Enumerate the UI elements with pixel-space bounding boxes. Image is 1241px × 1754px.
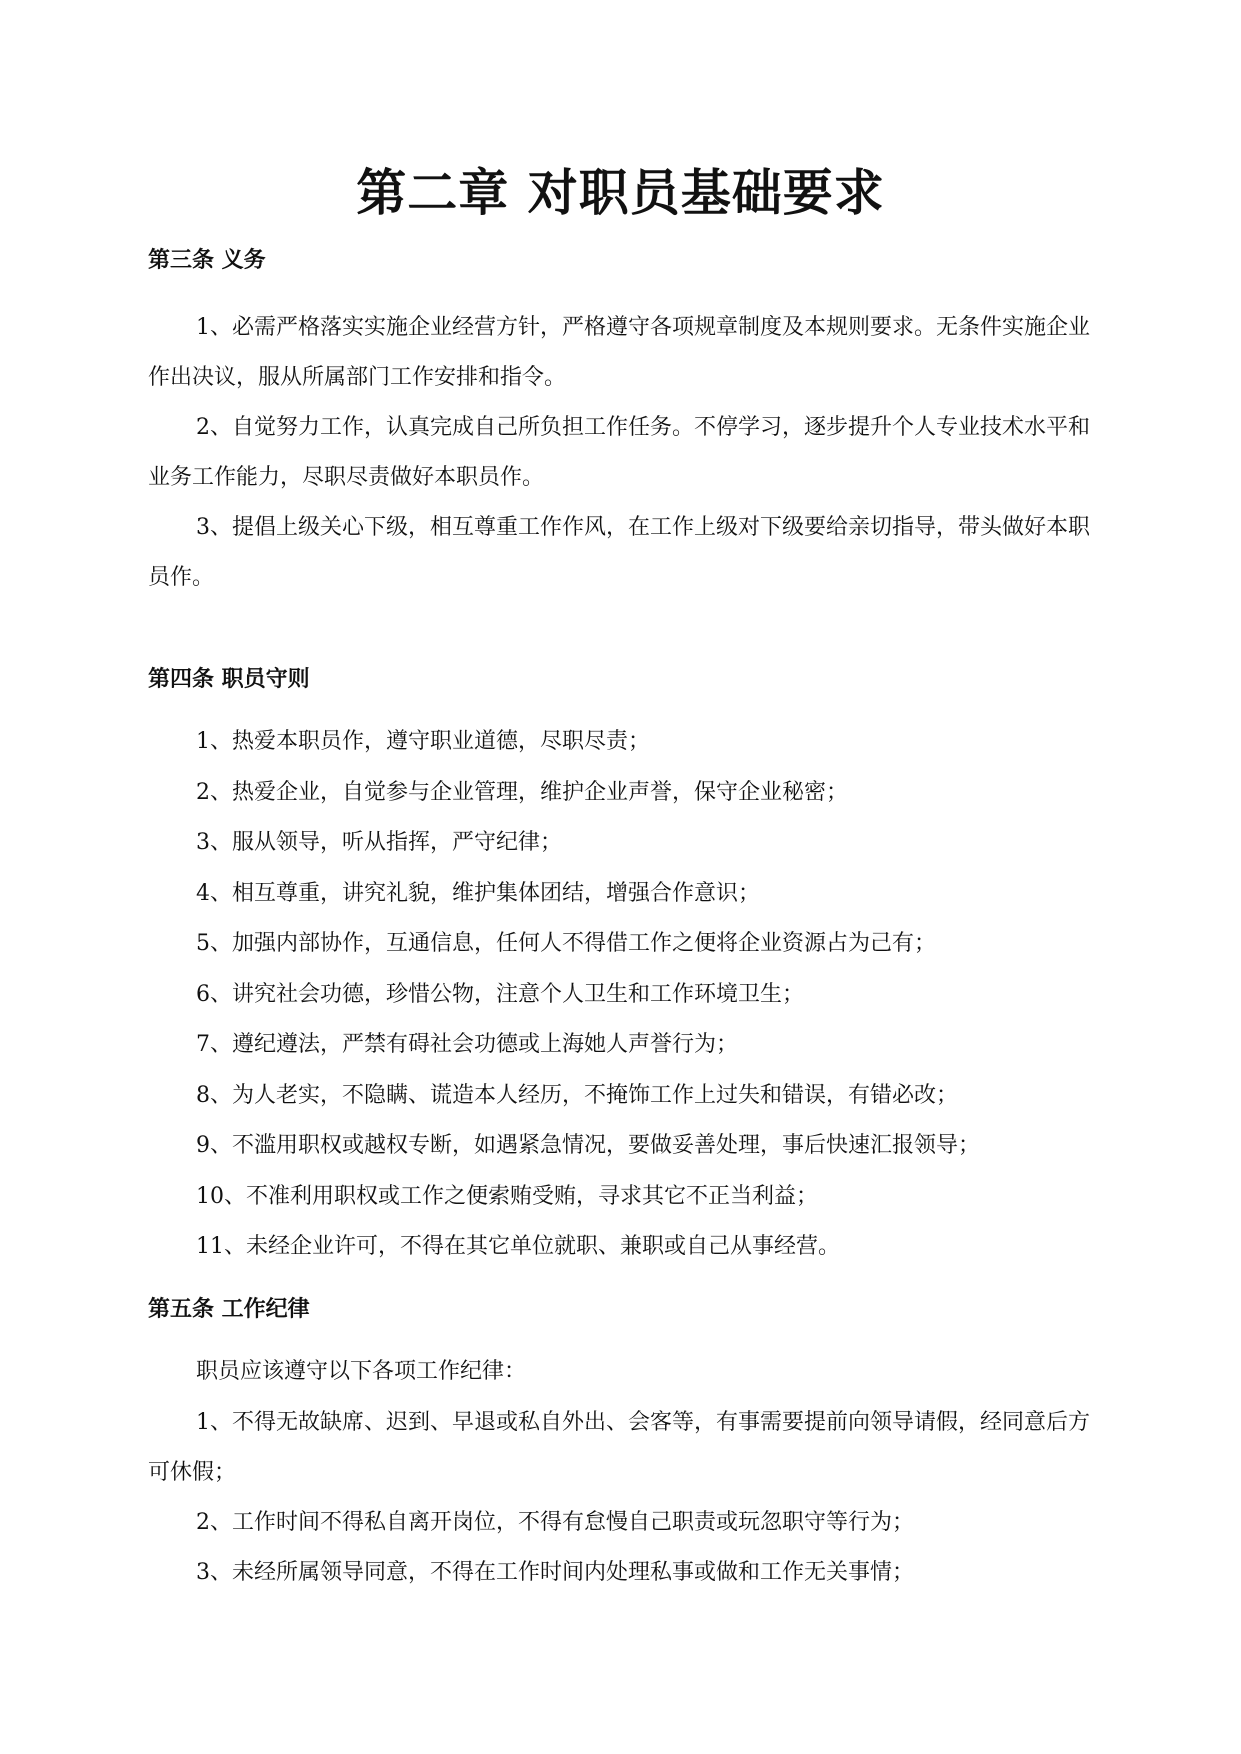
article-5-intro: 职员应该遵守以下各项工作纪律： bbox=[196, 1359, 527, 1384]
article-4-item: 4、相互尊重，讲究礼貌，维护集体团结，增强合作意识； bbox=[196, 880, 760, 906]
article-5-body bbox=[148, 1347, 1098, 1599]
article-3-section bbox=[148, 246, 1098, 603]
article-4-item: 9、不滥用职权或越权专断，如遇紧急情况，要做妥善处理，事后快速汇报领导； bbox=[196, 1133, 980, 1158]
article-5-item: 2、工作时间不得私自离开岗位，不得有怠慢自己职责或玩忽职守等行为； bbox=[196, 1509, 914, 1535]
article-3-body bbox=[148, 303, 1098, 603]
article-4-item: 10、不准利用职权或工作之便索贿受贿，寻求其它不正当利益； bbox=[196, 1183, 818, 1209]
article-4-item: 3、服从领导，听从指挥，严守纪律； bbox=[196, 830, 562, 855]
article-4-item: 8、为人老实，不隐瞒、谎造本人经历，不掩饰工作上过失和错误，有错必改； bbox=[196, 1082, 958, 1108]
article-4-item: 7、遵纪遵法，严禁有碍社会功德或上海她人声誉行为； bbox=[196, 1032, 738, 1057]
article-4-heading: 第四条 职员守则 bbox=[148, 667, 310, 692]
article-4-item: 11、未经企业许可，不得在其它单位就职、兼职或自己从事经营。 bbox=[196, 1234, 840, 1259]
article-4-body bbox=[148, 717, 1098, 1273]
article-3-heading: 第三条 义务 bbox=[148, 248, 266, 273]
chapter-title: 第二章 对职员基础要求 bbox=[356, 164, 885, 222]
article-4-item: 5、加强内部协作，互通信息，任何人不得借工作之便将企业资源占为己有； bbox=[196, 931, 936, 956]
article-3-item: 2、自觉努力工作，认真完成自己所负担工作任务。不停学习，逐步提升个人专业技术水平和业务工作能力，尽职尽责做好本职员作。 bbox=[148, 415, 1091, 490]
article-3-item: 1、必需严格落实实施企业经营方针，严格遵守各项规章制度及本规则要求。无条件实施企业作出决议，服从所属部门工作安排和指令。 bbox=[148, 315, 1091, 390]
article-4-item: 1、热爱本职员作，遵守职业道德，尽职尽责； bbox=[196, 729, 650, 754]
article-5-item: 1、不得无故缺席、迟到、早退或私自外出、会客等，有事需要提前向领导请假，经同意后方可休假； bbox=[148, 1409, 1091, 1485]
article-4-item: 2、热爱企业，自觉参与企业管理，维护企业声誉，保守企业秘密； bbox=[196, 779, 848, 805]
article-4-item: 6、讲究社会功德，珍惜公物，注意个人卫生和工作环境卫生； bbox=[196, 981, 804, 1007]
article-5-section bbox=[148, 1295, 1098, 1599]
article-3-item: 3、提倡上级关心下级，相互尊重工作作风，在工作上级对下级要给亲切指导，带头做好本职员作。 bbox=[148, 515, 1091, 590]
article-5-heading: 第五条 工作纪律 bbox=[148, 1297, 310, 1322]
article-5-item: 3、未经所属领导同意，不得在工作时间内处理私事或做和工作无关事情； bbox=[196, 1560, 914, 1585]
article-4-section bbox=[148, 665, 1098, 1273]
